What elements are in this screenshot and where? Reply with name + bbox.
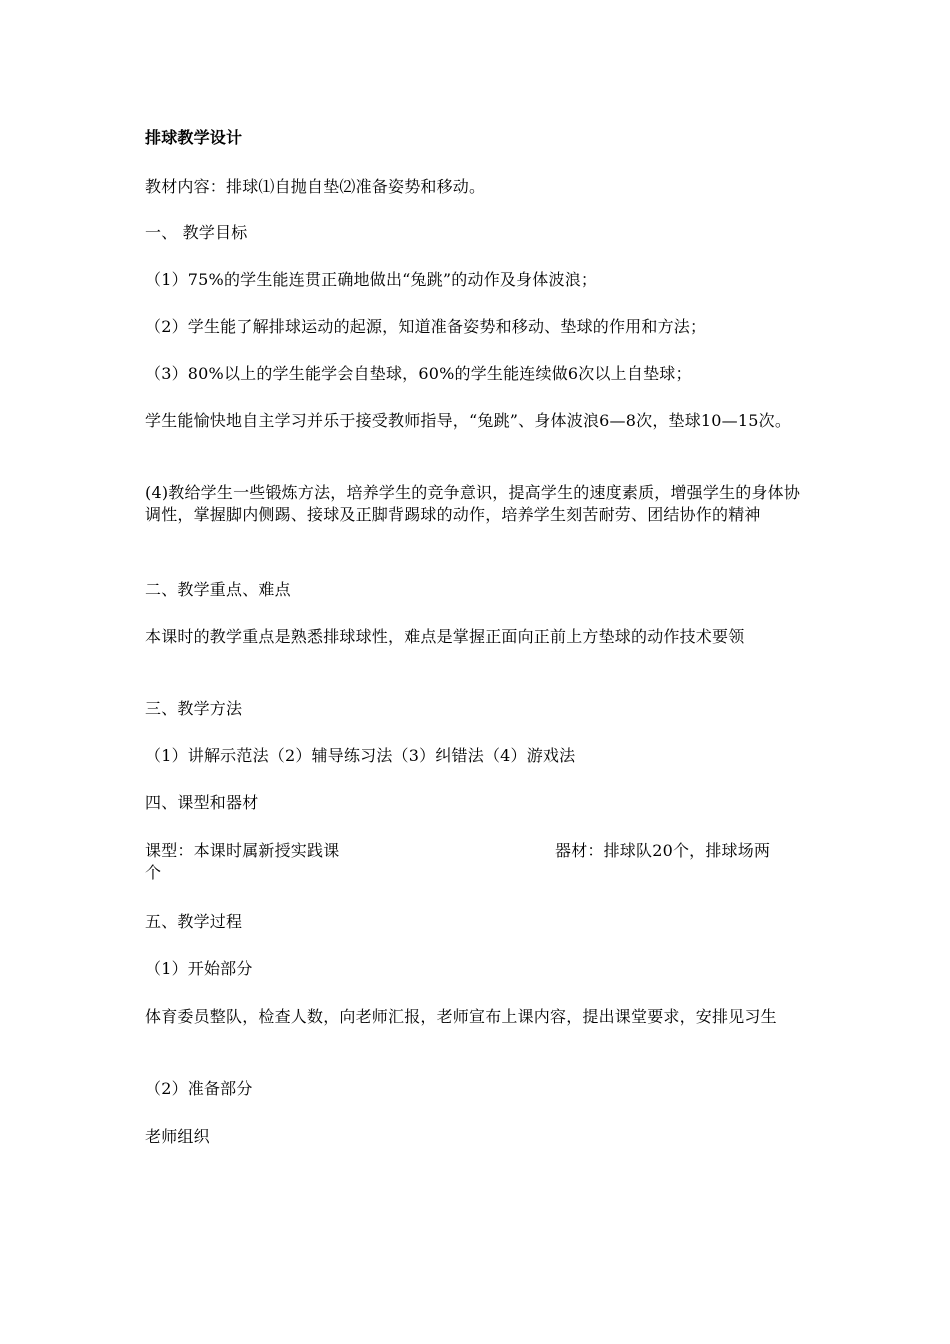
lesson-type-row	[145, 840, 810, 884]
lesson-type-text: 课型：本课时属新授实践课	[145, 841, 340, 860]
process-part2-heading: （2）准备部分	[145, 1079, 253, 1098]
section-heading-process: 五、教学过程	[145, 912, 243, 931]
objective-item-4: 学生能愉快地自主学习并乐于接受教师指导，“兔跳”、身体波浪6—8次，垫球10—15次。	[145, 411, 792, 430]
methods-text: （1）讲解示范法（2）辅导练习法（3）纠错法（4）游戏法	[145, 746, 576, 765]
section-heading-key-points: 二、教学重点、难点	[145, 580, 291, 599]
process-part1-text: 体育委员整队，检查人数，向老师汇报，老师宣布上课内容，提出课堂要求，安排见习生	[145, 1007, 777, 1026]
objective-item-1: （1）75%的学生能连贯正确地做出“兔跳”的动作及身体波浪；	[145, 270, 598, 289]
objective-item-3: （3）80%以上的学生能学会自垫球，60%的学生能连续做6次以上自垫球；	[145, 364, 692, 383]
process-part2-text: 老师组织	[145, 1127, 210, 1146]
key-points-text: 本课时的教学重点是熟悉排球球性，难点是掌握正面向正前上方垫球的动作技术要领	[145, 627, 745, 646]
process-part1-heading: （1）开始部分	[145, 959, 253, 978]
section-heading-lesson-type: 四、课型和器材	[145, 793, 259, 812]
objective-item-5: (4)教给学生一些锻炼方法，培养学生的竞争意识，提高学生的速度素质，增强学生的身体协调性，掌握脚内侧踢、接球及正脚背踢球的动作，培养学生刻苦耐劳、团结协作的精神	[145, 483, 801, 524]
equipment-wrap-text: 个	[145, 863, 162, 882]
section-heading-objectives: 一、 教学目标	[145, 223, 248, 242]
material-content: 教材内容：排球⑴自抛自垫⑵准备姿势和移动。	[145, 177, 486, 196]
equipment-text: 器材：排球队20个，排球场两	[555, 841, 771, 860]
objective-item-2: （2）学生能了解排球运动的起源，知道准备姿势和移动、垫球的作用和方法；	[145, 317, 707, 336]
document-title: 排球教学设计	[145, 128, 243, 147]
section-heading-methods: 三、教学方法	[145, 699, 243, 718]
